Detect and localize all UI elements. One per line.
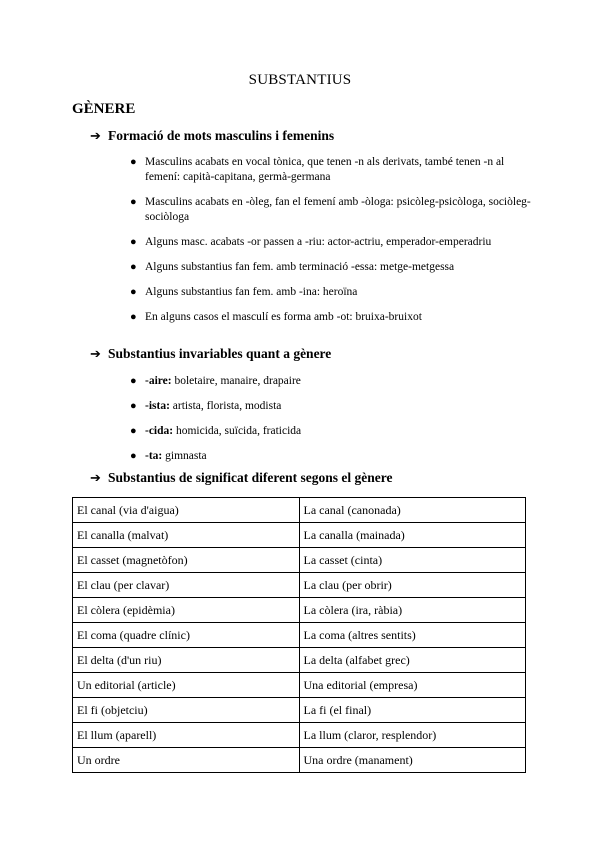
table-row: [73, 598, 526, 623]
masculine-cell: Un editorial (article): [73, 673, 300, 698]
table-row: [73, 648, 526, 673]
feminine-cell: La clau (per obrir): [299, 573, 526, 598]
table-row: [73, 623, 526, 648]
masculine-cell: El clau (per clavar): [73, 573, 300, 598]
list-item: ● Alguns substantius fan fem. amb -ina: heroïna: [130, 286, 358, 298]
table-row: [73, 548, 526, 573]
bullet-icon: ●: [130, 450, 137, 462]
arrow-icon: ➔: [90, 470, 101, 485]
bullet-icon: ●: [130, 375, 137, 387]
bullet-icon: ●: [130, 261, 137, 273]
masculine-cell: El llum (aparell): [73, 723, 300, 748]
subsection-heading: Substantius de significat diferent segons el gènere: [108, 470, 393, 485]
masculine-cell: El canalla (malvat): [73, 523, 300, 548]
list-item: ● -ista: artista, florista, modista: [130, 400, 282, 412]
masculine-cell: El delta (d'un riu): [73, 648, 300, 673]
table-row: [73, 498, 526, 523]
arrow-icon: ➔: [90, 128, 101, 143]
feminine-cell: Una ordre (manament): [299, 748, 526, 773]
table-row: [73, 523, 526, 548]
list-item: ● Alguns substantius fan fem. amb terminació -essa: metge-metgessa: [130, 261, 455, 273]
feminine-cell: La canalla (mainada): [299, 523, 526, 548]
list-item: ● En alguns casos el masculí es forma amb -ot: bruixa-bruixot: [130, 311, 422, 323]
table-row: [73, 698, 526, 723]
masculine-cell: El coma (quadre clínic): [73, 623, 300, 648]
masculine-cell: Un ordre: [73, 748, 300, 773]
feminine-cell: La coma (altres sentits): [299, 623, 526, 648]
bullet-icon: ●: [130, 286, 137, 298]
arrow-icon: ➔: [90, 346, 101, 361]
bullet-icon: ●: [130, 400, 137, 412]
list-item: ● Alguns masc. acabats -or passen a -riu: actor-actriu, emperador-emperadriu: [130, 236, 492, 248]
bullet-icon: ●: [130, 196, 137, 208]
invariable-list: [128, 374, 538, 474]
bullet-icon: ●: [130, 425, 137, 437]
feminine-cell: Una editorial (empresa): [299, 673, 526, 698]
table-row: [73, 573, 526, 598]
subsection-heading: Formació de mots masculins i femenins: [108, 128, 335, 143]
table-row: [73, 748, 526, 773]
subsection-invariable: [90, 346, 331, 362]
feminine-cell: La canal (canonada): [299, 498, 526, 523]
list-item: ● Masculins acabats en vocal tònica, que tenen -n als derivats, també tenen -n al femení: capità-capitana, germà-germana: [130, 156, 505, 183]
section-heading: GÈNERE: [72, 101, 136, 117]
masculine-cell: El fi (objetciu): [73, 698, 300, 723]
subsection-formation: [90, 128, 334, 144]
gender-meaning-table: [72, 497, 526, 773]
feminine-cell: La delta (alfabet grec): [299, 648, 526, 673]
feminine-cell: La casset (cinta): [299, 548, 526, 573]
page-title: SUBSTANTIUS: [248, 72, 352, 88]
table-row: [73, 723, 526, 748]
list-item: ● -cida: homicida, suïcida, fraticida: [130, 425, 302, 437]
feminine-cell: La còlera (ira, ràbia): [299, 598, 526, 623]
bullet-icon: ●: [130, 236, 137, 248]
subsection-meaning: [90, 470, 393, 486]
list-item: ● -aire: boletaire, manaire, drapaire: [130, 375, 301, 387]
masculine-cell: El canal (via d'aigua): [73, 498, 300, 523]
table-row: [73, 673, 526, 698]
masculine-cell: El còlera (epidèmia): [73, 598, 300, 623]
feminine-cell: La llum (claror, resplendor): [299, 723, 526, 748]
list-item: ● -ta: gimnasta: [130, 450, 207, 462]
masculine-cell: El casset (magnetòfon): [73, 548, 300, 573]
list-item: ● Masculins acabats en -òleg, fan el femení amb -òloga: psicòleg-psicòloga, sociòleg-sociòloga: [130, 196, 531, 223]
bullet-icon: ●: [130, 311, 137, 323]
bullet-icon: ●: [130, 156, 137, 168]
subsection-heading: Substantius invariables quant a gènere: [108, 346, 332, 361]
feminine-cell: La fi (el final): [299, 698, 526, 723]
formation-list: [128, 155, 538, 335]
